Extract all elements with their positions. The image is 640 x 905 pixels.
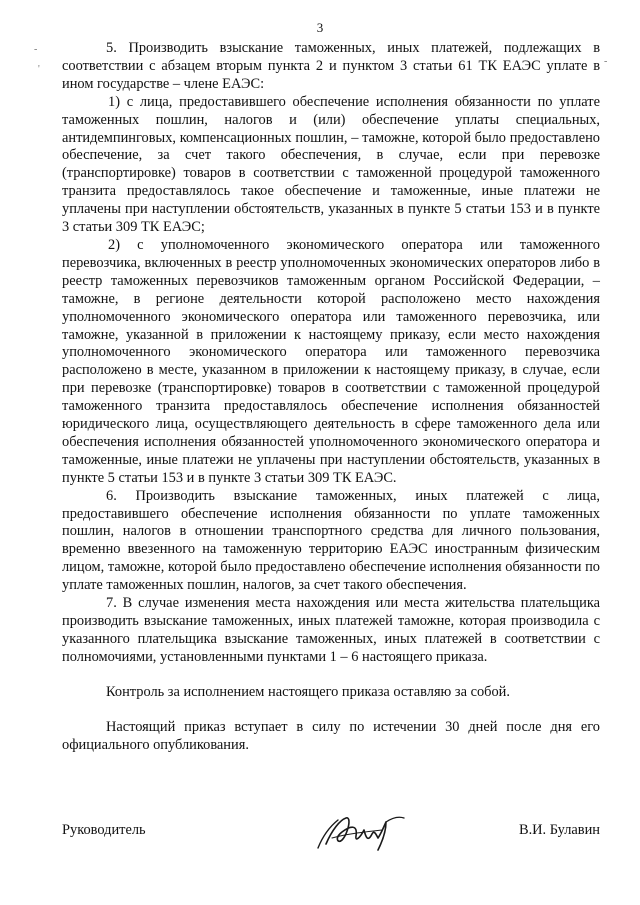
subparagraph-5-1: 1) с лица, предоставившего обеспечение исполнения обязанности по уплате таможенных пошлин, налогов и (или) обеспечение уплаты специальных, антидемпинговых, компенсационных пошлин, – таможне, которой было предоставлено обеспечение, за счет такого обеспечения, в случае, если при перевозке (транспортировке) товаров в соответствии с таможенной процедурой таможенного транзита предоставлялось такое обеспечение и таможенные, иные платежи не уплачены при наступлении обстоятельств, указанных в пункте 5 статьи 153 и в пункте 3 статьи 309 ТК ЕАЭС; <box>62 93 600 236</box>
margin-mark: ' <box>38 64 40 75</box>
document-body <box>62 40 600 754</box>
subparagraph-5-2: 2) с уполномоченного экономического оператора или таможенного перевозчика, включенных в реестр уполномоченных экономических операторов либо в реестр таможенных перевозчиков таможенным органом Российской Федерации, – таможне, в регионе деятельности которой расположено место нахождения уполномоченного экономического оператора или таможенного перевозчика, или таможне, указанной в приложении к настоящему приказу, если место нахождения уполномоченного экономического оператора или таможенного перевозчика расположено в месте, указанном в приложении к настоящему приказу, в случае, если при перевозке (транспортировке) товаров в соответствии с таможенной процедурой таможенного транзита предоставлялось обеспечение исполнения обязанностей юридического лица, осуществляющего деятельность в сфере таможенного дела или обеспечения исполнения обязанностей уполномоченного экономического оператора и таможенные, иные платежи не уплачены при наступлении обстоятельств, указанных в пункте 5 статьи 153 и в пункте 3 статьи 309 ТК ЕАЭС. <box>62 236 600 486</box>
page-number: 3 <box>316 20 324 35</box>
handwritten-signature-icon <box>312 808 412 854</box>
margin-mark: - <box>34 44 38 55</box>
signatory-name: В.И. Булавин <box>518 822 600 838</box>
signatory-title: Руководитель <box>62 822 146 838</box>
paragraph-item-6: 6. Производить взыскание таможенных, иных платежей с лица, предоставившего обеспечение исполнения обязанности по уплате таможенных пошлин, налогов в отношении транспортного средства для личного пользования, временно ввезенного на таможенную территорию ЕАЭС иностранным физическим лицом, таможне, которой было предоставлено обеспечение исполнения обязанности по уплате таможенных пошлин, налогов, за счет такого обеспечения. <box>62 487 600 594</box>
paragraph-item-7: 7. В случае изменения места нахождения или места жительства плательщика производить взыскание таможенных, иных платежей таможне, которая производила с указанного плательщика взыскание таможенных, иных платежей в соответствии с полномочиями, установленными пунктами 1 – 6 настоящего приказа. <box>62 595 600 665</box>
paragraph-control: Контроль за исполнением настоящего приказа оставляю за собой. <box>106 683 510 700</box>
paragraph-effective-date: Настоящий приказ вступает в силу по истечении 30 дней после дня его официального опубликования. <box>62 718 600 753</box>
signature-block <box>62 808 600 858</box>
margin-mark: - <box>604 56 608 67</box>
paragraph-item-5: 5. Производить взыскание таможенных, иных платежей, подлежащих в соответствии с абзацем вторым пункта 2 и пунктом 3 статьи 61 ТК ЕАЭС уплате в ином государстве – члене ЕАЭС: <box>62 40 600 92</box>
